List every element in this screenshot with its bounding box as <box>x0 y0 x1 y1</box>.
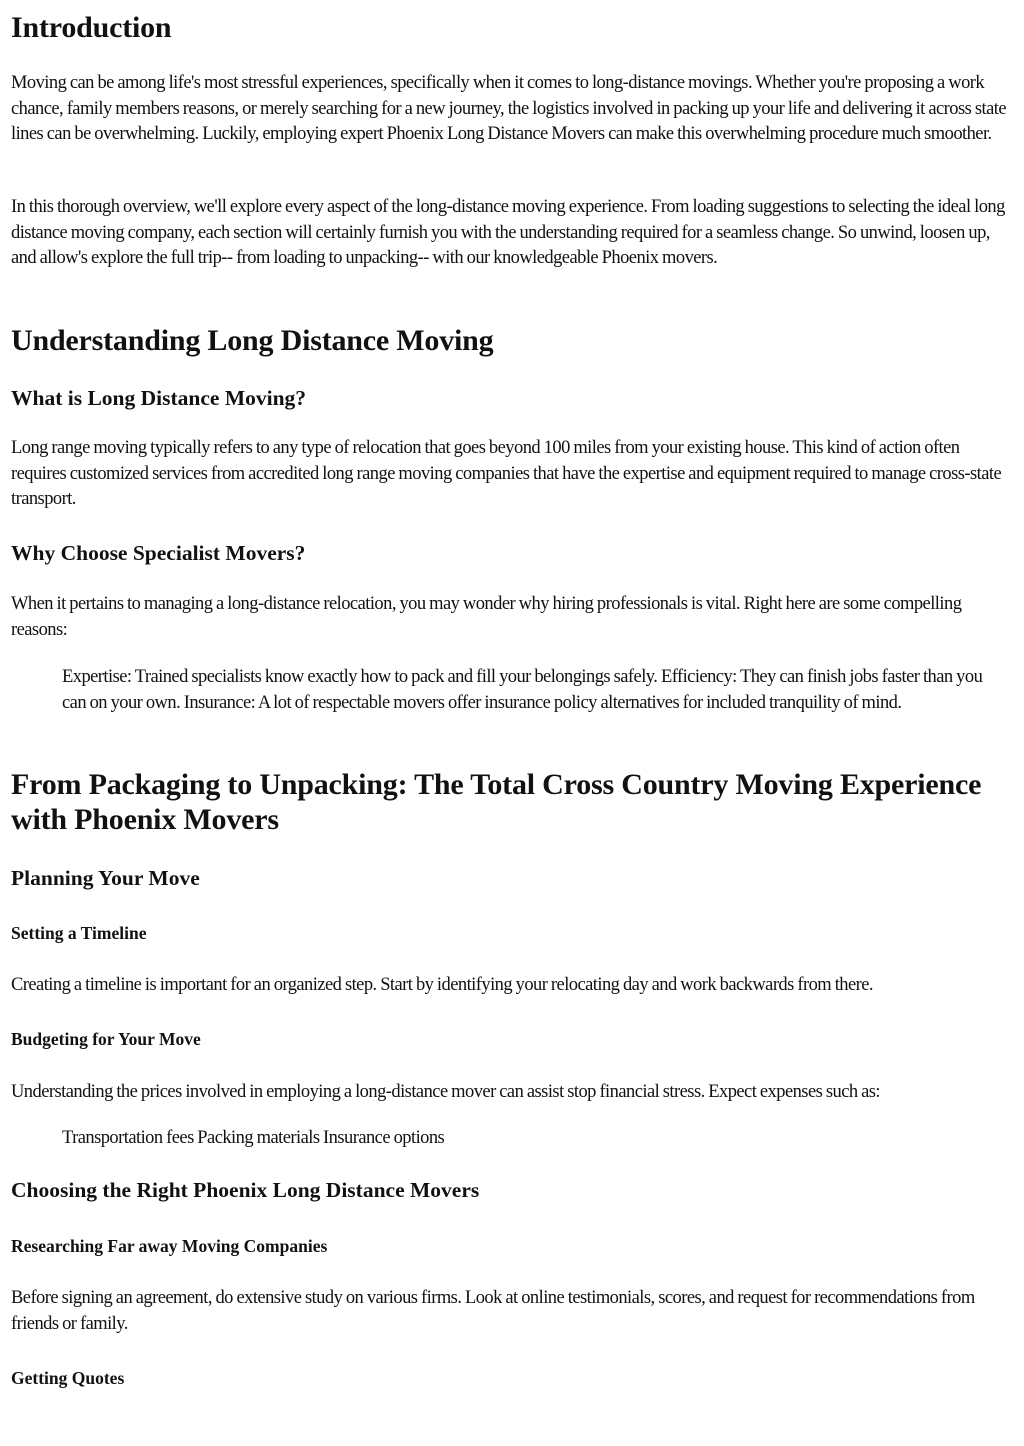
intro-paragraph-1: Moving can be among life's most stressful experiences, specifically when it comes to long-distance movings. Whether you're proposing a work chance, family members reasons, or merely searching for a new journey, the logistics involved in packing up your life and delivering it across state lines can be overwhelming. Luckily, employing expert Phoenix Long Distance Movers can make this overwhelming procedure much smoother. <box>11 73 1007 144</box>
timeline-paragraph: Creating a timeline is important for an organized step. Start by identifying your relocating day and work backwards from there. <box>11 975 873 995</box>
heading-timeline: Setting a Timeline <box>11 923 147 943</box>
heading-researching: Researching Far away Moving Companies <box>11 1236 328 1256</box>
heading-understanding: Understanding Long Distance Moving <box>11 324 494 357</box>
heading-budgeting: Budgeting for Your Move <box>11 1029 201 1049</box>
heading-planning: Planning Your Move <box>11 866 200 890</box>
budgeting-paragraph: Understanding the prices involved in employing a long-distance mover can assist stop financial stress. Expect expenses such as: <box>11 1082 881 1102</box>
heading-why-choose: Why Choose Specialist Movers? <box>11 541 306 565</box>
researching-paragraph: Before signing an agreement, do extensive study on various firms. Look at online testimonials, scores, and request for recommendations from friends or family. <box>11 1288 975 1334</box>
budgeting-list: Transportation fees Packing materials Insurance options <box>62 1128 445 1148</box>
heading-experience: From Packaging to Unpacking: The Total Cross Country Moving Experience with Phoenix Movers <box>11 768 982 836</box>
why-choose-paragraph: When it pertains to managing a long-distance relocation, you may wonder why hiring professionals is vital. Right here are some compelling reasons: <box>11 594 962 640</box>
heading-what-is: What is Long Distance Moving? <box>11 386 307 410</box>
what-is-paragraph: Long range moving typically refers to any type of relocation that goes beyond 100 miles from your existing house. This kind of action often requires customized services from accredited long range moving companies that have the expertise and equipment required to manage cross-state transport. <box>11 438 1002 509</box>
heading-getting-quotes: Getting Quotes <box>11 1368 125 1388</box>
intro-paragraph-2: In this thorough overview, we'll explore every aspect of the long-distance moving experience. From loading suggestions to selecting the ideal long distance moving company, each section will certainly furnish you with the understanding required for a seamless change. So unwind, loosen up, and allow's explore the full trip-- from loading to unpacking-- with our knowledgeable Phoenix movers. <box>11 197 1005 268</box>
why-choose-list: Expertise: Trained specialists know exactly how to pack and fill your belongings safely. Efficiency: They can finish jobs faster than you can on your own. Insurance: A lot of respectable movers offer insurance policy alternatives for included tranquility of mind. <box>62 667 983 713</box>
heading-choosing: Choosing the Right Phoenix Long Distance Movers <box>11 1178 480 1202</box>
heading-introduction: Introduction <box>11 11 172 44</box>
